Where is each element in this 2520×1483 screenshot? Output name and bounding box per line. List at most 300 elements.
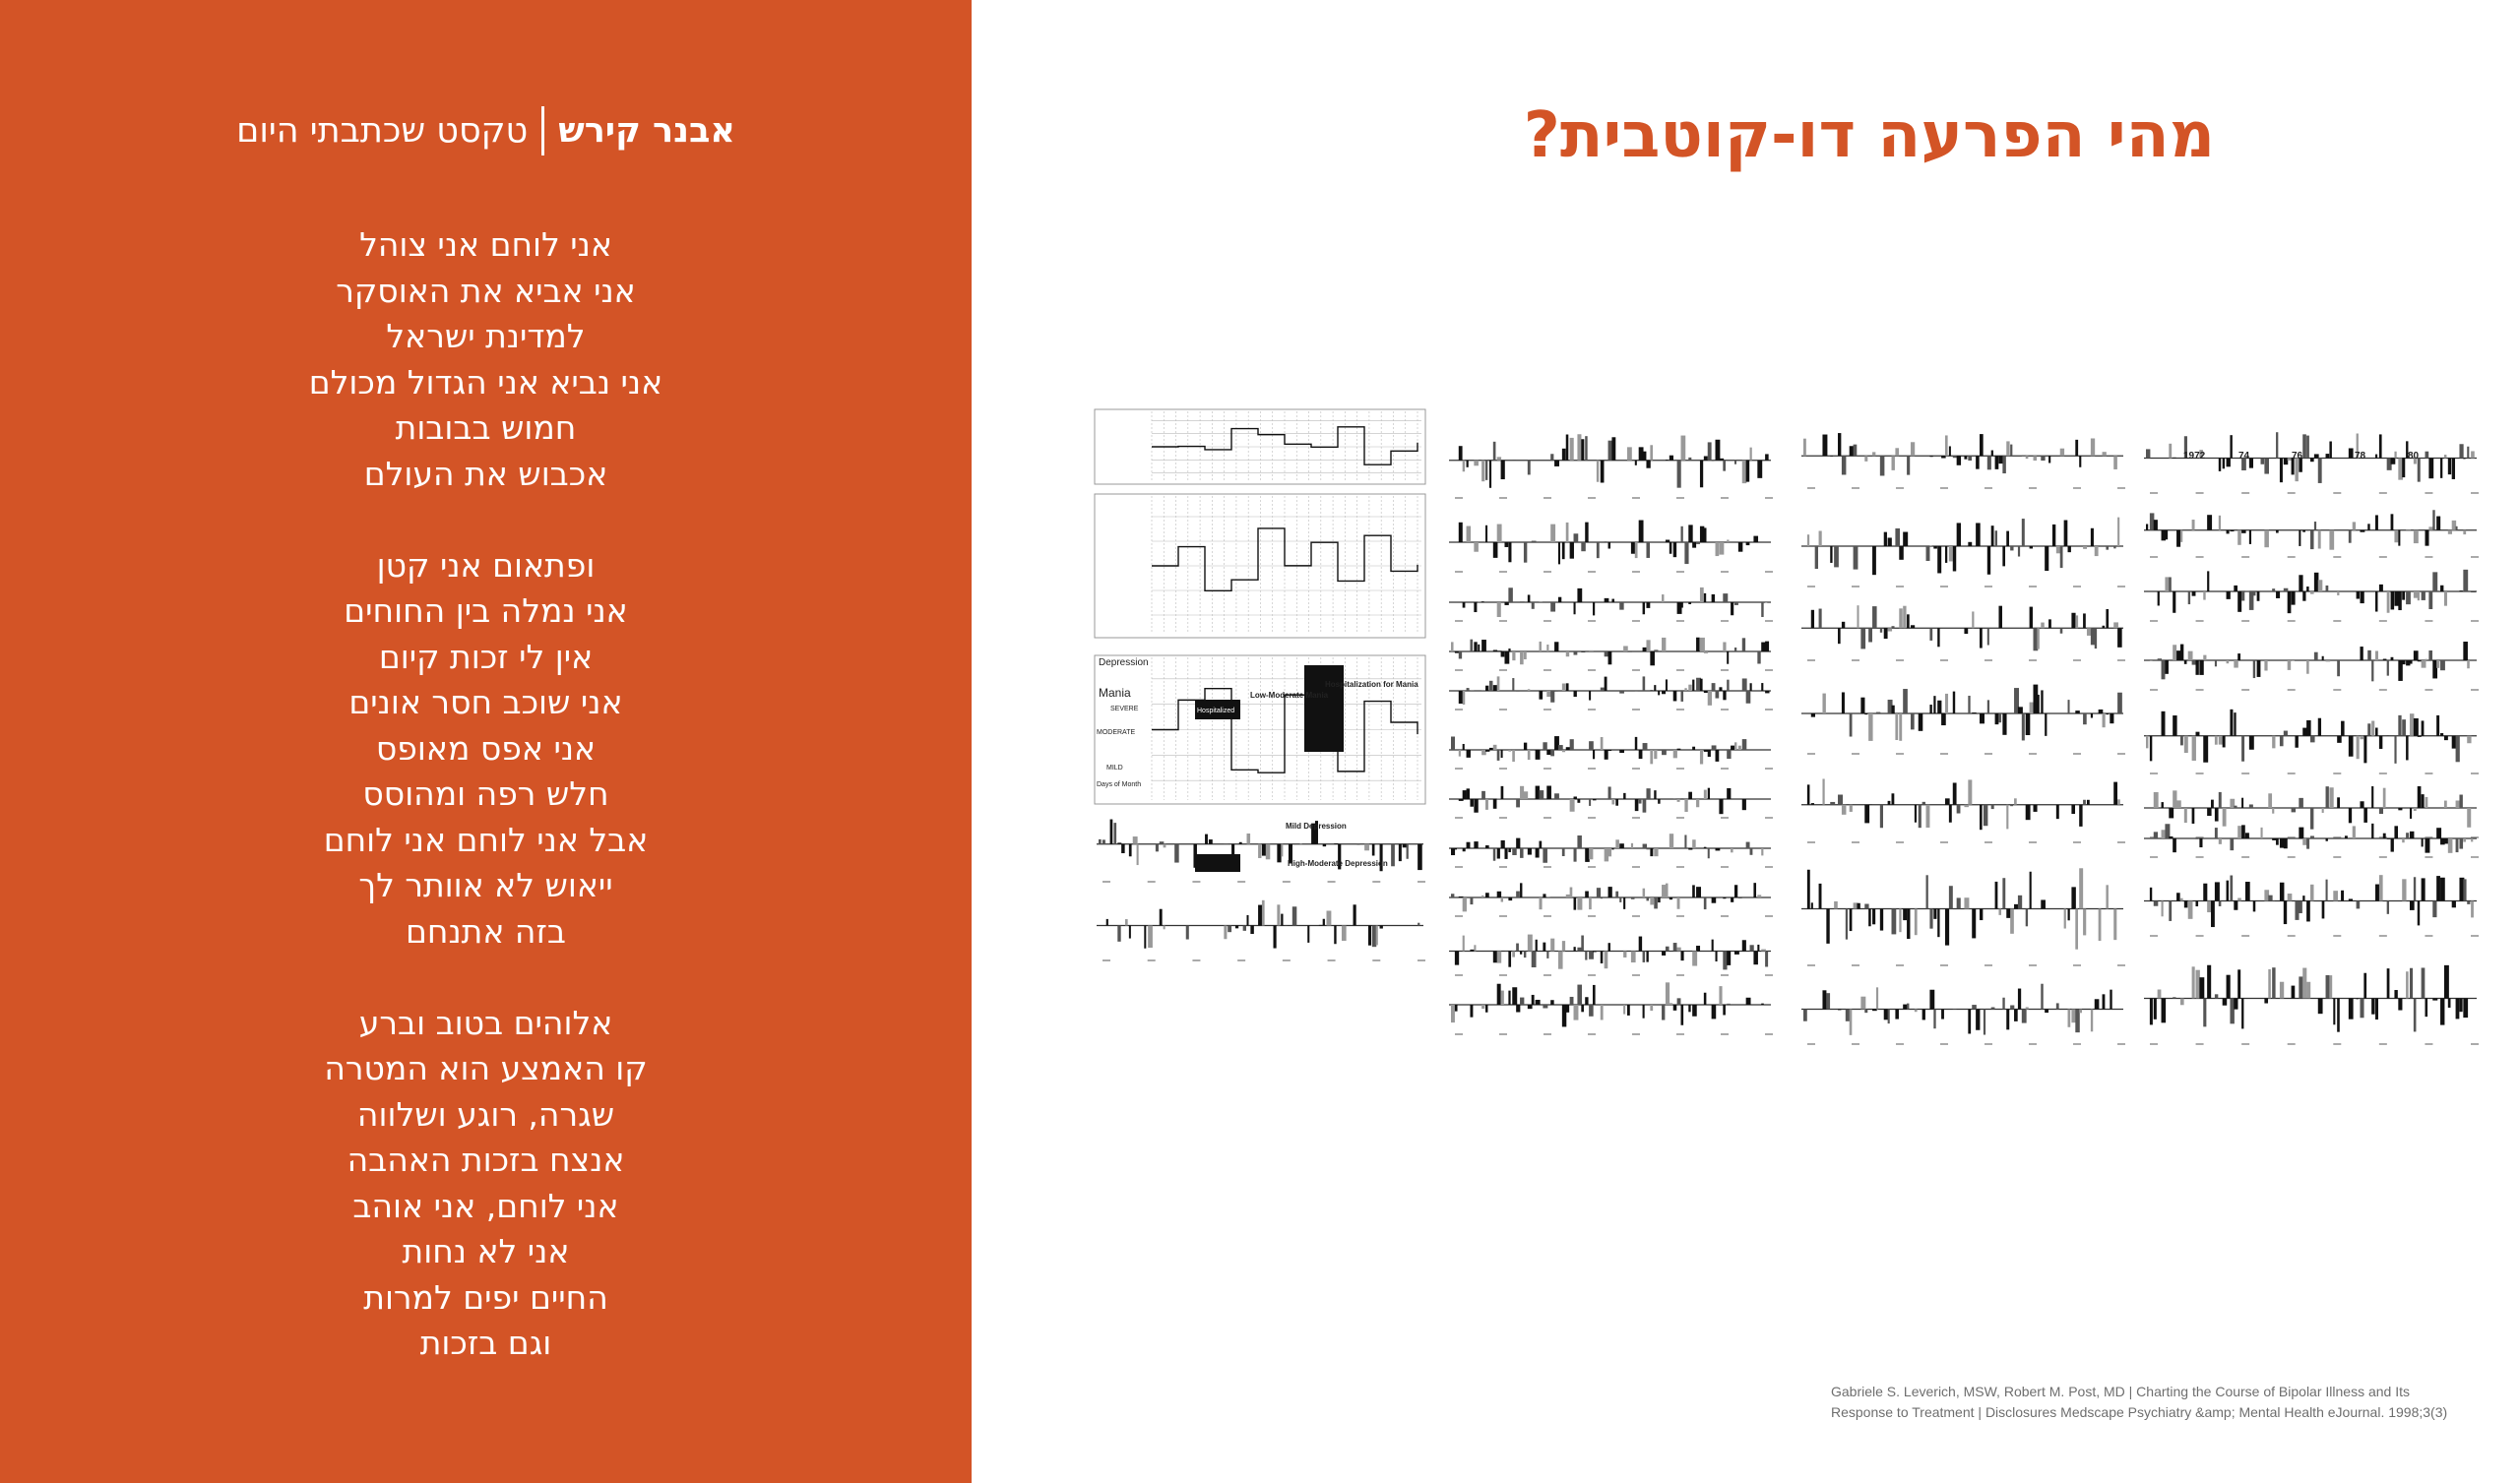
mood-bar: [1673, 943, 1677, 951]
mood-bar: [1455, 1005, 1458, 1012]
mood-bar: [1830, 802, 1835, 805]
mood-bar: [1807, 870, 1810, 909]
mood-bar: [2318, 530, 2321, 549]
axis-tick: [1984, 1043, 1992, 1045]
mood-bar: [1581, 1005, 1584, 1012]
mood-bar: [1991, 805, 1994, 809]
mood-bar: [1481, 1005, 1484, 1009]
mood-bar: [2402, 591, 2405, 600]
mood-bar: [1619, 750, 1624, 753]
mood-bar: [2041, 690, 2043, 713]
mood-bar: [1750, 945, 1754, 951]
axis-tick: [2471, 689, 2479, 691]
axis-tick: [1676, 768, 1684, 770]
mood-bar: [2091, 528, 2094, 546]
poem-line: אני נמלה בין החוחים: [344, 591, 628, 630]
mood-bar: [2452, 901, 2456, 908]
poem-line: אני נביא אני הגדול מכולם: [308, 362, 663, 402]
mood-bar: [2391, 838, 2394, 852]
mood-bar: [2387, 660, 2389, 676]
mood-chart-thumbnail: [1449, 935, 1773, 976]
mood-bar: [1822, 435, 1827, 457]
mood-bar: [1643, 1005, 1645, 1019]
mood-bar: [1635, 799, 1639, 811]
mood-bar: [2422, 794, 2425, 808]
mood-bar: [1842, 622, 1845, 628]
mood-bar: [1133, 836, 1138, 844]
mood-bar: [2106, 546, 2109, 550]
mood-bar: [1731, 602, 1733, 615]
mood-bar: [1650, 445, 1653, 460]
mood-bar: [1224, 926, 1227, 940]
year-label: 76: [2292, 451, 2303, 462]
poem-line: אלוהים בטוב וברע: [358, 1003, 613, 1042]
axis-tick: [1148, 959, 1156, 961]
mood-bar: [1868, 909, 1871, 927]
mood-bar: [2329, 787, 2333, 808]
mood-bar: [2150, 513, 2155, 529]
mood-bar: [1470, 1005, 1473, 1018]
mood-bar: [1972, 712, 1976, 713]
mood-bar: [1623, 952, 1626, 958]
mood-bar: [2079, 456, 2081, 467]
mood-bar: [2391, 514, 2394, 529]
mood-bar: [2234, 806, 2236, 808]
mood-bar: [2010, 546, 2013, 550]
mood-bar: [1919, 713, 1923, 731]
mood-bar: [1926, 875, 1928, 908]
mood-line: [1152, 528, 1418, 590]
mood-bar: [1470, 897, 1473, 904]
axis-tick: [2333, 772, 2341, 774]
mood-bar: [2037, 695, 2039, 713]
mood-bar: [2026, 713, 2031, 735]
mood-bar: [1550, 454, 1553, 460]
mood-bar: [1497, 952, 1501, 963]
year-label: 74: [2238, 451, 2250, 462]
mood-bar: [1670, 456, 1673, 461]
mood-bar: [2176, 530, 2180, 547]
axis-tick: [1372, 881, 1380, 883]
mood-bar: [2391, 591, 2395, 609]
mood-bar: [1995, 456, 1999, 469]
mood-bar: [2440, 733, 2443, 736]
mood-bar: [2237, 530, 2241, 545]
mood-bar: [1467, 526, 1472, 542]
mood-bar: [2083, 546, 2087, 549]
mood-bar: [1543, 1005, 1547, 1009]
mood-bar: [2158, 990, 2162, 999]
slide-title: מהי הפרעה דו-קוטבית?: [1523, 99, 2215, 172]
mood-bar: [1696, 542, 1700, 544]
mood-bar: [2379, 585, 2383, 591]
mood-bar: [2360, 591, 2363, 603]
mood-bar: [2292, 808, 2296, 812]
mood-bar: [2041, 623, 2044, 629]
mood-bar: [1872, 909, 1875, 925]
mood-bar: [1716, 952, 1718, 962]
mood-bar: [1734, 885, 1737, 897]
mood-bar: [1474, 602, 1477, 612]
mood-bar: [1911, 713, 1915, 729]
mood-bar: [2241, 798, 2243, 808]
mood-bar: [1546, 952, 1548, 958]
mood-bar: [2418, 786, 2422, 808]
axis-tick: [1765, 709, 1773, 711]
mood-chart-thumbnail: [1449, 434, 1773, 499]
mood-bar: [2422, 720, 2425, 735]
mood-bar: [1524, 542, 1527, 563]
mood-bar: [1493, 442, 1496, 461]
mood-bar: [2363, 736, 2366, 764]
axis-tick: [1852, 753, 1859, 755]
axis-tick: [2333, 856, 2341, 858]
mood-bar: [1585, 892, 1589, 897]
mood-bar: [2414, 808, 2417, 811]
mood-bar: [2091, 628, 2096, 645]
mood-bar: [1688, 848, 1692, 850]
mood-bar: [2329, 975, 2332, 998]
mood-bar: [1501, 897, 1503, 902]
poem-line: חלש רפה ומהוסס: [362, 774, 609, 813]
mood-bar: [1677, 897, 1680, 909]
axis-tick: [1765, 669, 1773, 671]
axis-tick: [1499, 709, 1507, 711]
mood-bar: [1520, 998, 1524, 1005]
mood-bar: [2406, 971, 2409, 998]
mood-bar: [1501, 651, 1505, 657]
mood-bar: [2318, 718, 2321, 736]
mood-bar: [1666, 947, 1670, 952]
mood-bar: [1731, 897, 1733, 902]
mood-bar: [1520, 952, 1522, 955]
axis-tick: [2379, 556, 2387, 558]
mood-bar: [2079, 868, 2083, 908]
mood-bar: [1164, 844, 1166, 848]
mood-bar: [2245, 882, 2250, 900]
mood-bar: [1463, 897, 1467, 911]
mood-bar: [1570, 997, 1574, 1005]
mood-bar: [1574, 796, 1577, 799]
mood-bar: [1750, 448, 1752, 461]
axis-tick: [1807, 586, 1815, 587]
axis-tick: [2196, 492, 2204, 494]
mood-bar: [1558, 542, 1560, 564]
mood-bar: [2219, 792, 2222, 808]
mood-bar: [1880, 909, 1883, 931]
mood-bar: [1907, 456, 1910, 474]
mood-bar: [1945, 694, 1948, 713]
mood-bar: [1941, 713, 1946, 725]
mood-bar: [1623, 646, 1628, 651]
mood-bar: [1493, 685, 1497, 691]
mood-bar: [1493, 848, 1495, 861]
mood-bar: [1892, 909, 1897, 935]
mood-bar: [2192, 520, 2195, 530]
mood-bar: [1884, 532, 1887, 546]
axis-tick: [2029, 487, 2037, 489]
mood-bar: [1467, 842, 1471, 848]
mood-chart-thumbnail: [1801, 984, 2125, 1045]
mood-bar: [2414, 999, 2417, 1032]
axis-tick: [1588, 768, 1596, 770]
mood-bar: [1646, 461, 1650, 468]
mood-bar: [2215, 882, 2220, 900]
mood-bar: [2106, 885, 2108, 908]
axis-tick: [2425, 556, 2432, 558]
mood-bar: [1666, 884, 1669, 897]
mood-bar: [1811, 713, 1815, 717]
mood-bar: [1156, 844, 1159, 852]
mood-bar: [2406, 736, 2408, 761]
mood-bar: [1497, 650, 1502, 651]
mood-bar: [2146, 449, 2150, 458]
mood-bar: [2071, 887, 2075, 908]
mood-bar: [1692, 952, 1697, 966]
poem-header: [0, 106, 972, 155]
mood-bar: [1998, 713, 2001, 722]
mood-bar: [1987, 546, 1990, 575]
axis-tick: [1632, 768, 1640, 770]
mood-bar: [1459, 651, 1462, 658]
axis-tick: [1676, 915, 1684, 917]
mood-bar: [1577, 434, 1581, 461]
mood-bar: [2329, 530, 2334, 550]
mood-bar: [1650, 897, 1654, 904]
axis-tick: [1372, 959, 1380, 961]
mood-bar: [1684, 688, 1686, 691]
axis-tick: [1455, 669, 1463, 671]
mood-bar: [2162, 999, 2167, 1023]
mood-bar: [2113, 622, 2118, 628]
mood-bar: [1574, 602, 1576, 614]
axis-tick: [1283, 881, 1291, 883]
axis-tick: [1102, 959, 1110, 961]
mood-bar: [1566, 435, 1569, 461]
axis-tick: [1237, 881, 1245, 883]
mood-bar: [2284, 459, 2288, 465]
axis-tick: [1807, 753, 1815, 755]
mood-bar: [1455, 848, 1457, 849]
poem-line: אני אביא את האוסקר: [336, 271, 636, 310]
axis-tick: [1940, 659, 1948, 661]
mood-bar: [1998, 606, 2002, 629]
mood-bar: [1550, 750, 1554, 756]
mood-bar: [1704, 897, 1707, 909]
mood-bar: [2410, 901, 2415, 910]
mood-bar: [2249, 530, 2251, 544]
mood-bar: [1528, 1005, 1533, 1009]
mood-bar: [1581, 936, 1584, 952]
mood-bar: [1635, 542, 1638, 558]
mood-bar: [1623, 897, 1625, 909]
mood-bar: [1467, 688, 1470, 691]
mood-bar: [2467, 660, 2470, 668]
mood-bar: [1611, 799, 1614, 804]
mood-bar: [2337, 797, 2340, 808]
mood-bar: [2341, 721, 2345, 736]
axis-tick: [1765, 620, 1773, 622]
mood-bar: [1712, 1005, 1717, 1019]
mood-bar: [2219, 516, 2221, 530]
mood-bar: [1608, 848, 1612, 856]
mood-bar: [2337, 736, 2342, 743]
axis-tick: [1852, 964, 1859, 966]
mood-bar: [2410, 808, 2412, 819]
mood-bar: [1723, 952, 1727, 970]
mood-bar: [2180, 736, 2183, 746]
mood-chart-thumbnail: [2144, 570, 2479, 622]
mood-bar: [1627, 447, 1632, 460]
mood-bar: [1700, 526, 1704, 542]
axis-tick: [2333, 620, 2341, 622]
mood-bar: [2422, 967, 2426, 998]
mood-bar: [1995, 713, 1999, 724]
mood-bar: [1670, 542, 1672, 554]
axis-tick: [2425, 620, 2432, 622]
mood-bar: [2261, 828, 2263, 838]
mood-bar: [2022, 713, 2025, 740]
mood-bar: [2257, 660, 2261, 677]
mood-bar: [1658, 897, 1661, 902]
axis-tick: [2471, 856, 2479, 858]
mood-bar: [1459, 523, 1463, 542]
mood-chart-thumbnail: [2144, 642, 2479, 691]
mood-bar: [2241, 530, 2245, 533]
mood-bar: [1727, 651, 1729, 664]
axis-tick: [2029, 659, 2037, 661]
axis-tick: [2288, 492, 2296, 494]
mood-bar: [2357, 736, 2360, 759]
mood-bar: [1807, 784, 1810, 804]
mood-bar: [2154, 832, 2158, 838]
mood-bar: [1696, 887, 1701, 897]
mood-bar: [1550, 691, 1554, 703]
mood-bar: [1670, 897, 1672, 899]
mood-bar: [2353, 522, 2356, 529]
mood-bar: [2357, 999, 2359, 1000]
axis-tick: [2117, 659, 2125, 661]
mood-bar: [1945, 435, 1948, 456]
mood-bar: [1643, 648, 1647, 651]
mood-bar: [1692, 1005, 1697, 1017]
mood-bar: [1727, 539, 1729, 542]
mood-bar: [2322, 901, 2325, 919]
axis-tick: [2150, 935, 2158, 937]
mood-bar: [2249, 736, 2254, 750]
mood-bar: [1972, 1005, 1977, 1009]
mood-bar: [1888, 801, 1891, 805]
mood-bar: [1643, 844, 1647, 848]
mood-bar: [2146, 736, 2148, 749]
mood-bar: [1968, 779, 1972, 804]
mood-bar: [2169, 808, 2174, 818]
mood-bar: [2237, 826, 2241, 838]
mood-bar: [1485, 845, 1489, 848]
mood-bar: [2095, 999, 2100, 1009]
mood-bar: [2103, 626, 2106, 628]
mood-bar: [1976, 523, 1981, 546]
mood-bar: [1574, 533, 1579, 542]
mood-bar: [1323, 919, 1325, 926]
mood-bar: [2463, 570, 2468, 591]
mood-bar: [1418, 844, 1422, 870]
mood-bar: [1662, 750, 1667, 755]
mood-bar: [1746, 998, 1751, 1005]
axis-tick: [2196, 620, 2204, 622]
mood-bar: [1734, 952, 1739, 955]
mood-bar: [2060, 449, 2064, 457]
mood-bar: [1708, 750, 1711, 757]
mood-bar: [1497, 602, 1501, 617]
mood-bar: [1635, 737, 1637, 750]
mood-bar: [1826, 993, 1830, 1009]
mood-bar: [2188, 901, 2193, 919]
mood-bar: [1680, 691, 1683, 702]
axis-tick: [1455, 709, 1463, 711]
mood-bar: [1734, 461, 1736, 464]
mood-bar: [2326, 880, 2328, 901]
mood-bar: [2333, 891, 2338, 900]
mood-bar: [1608, 542, 1610, 549]
mood-bar: [1704, 651, 1708, 653]
mood-bar: [1646, 542, 1650, 558]
mood-bar: [1646, 788, 1650, 799]
mood-bar: [1811, 803, 1814, 805]
mood-bar: [1761, 683, 1763, 691]
axis-tick: [1896, 964, 1904, 966]
mood-bar: [1941, 456, 1946, 458]
mood-bar: [1277, 904, 1280, 925]
mood-bar: [2426, 452, 2429, 459]
mood-bar: [1585, 848, 1590, 862]
mood-bar: [2418, 591, 2420, 600]
mood-bar: [2150, 999, 2153, 1025]
mood-bar: [2306, 982, 2310, 999]
mood-bar: [2432, 999, 2437, 1001]
mood-bar: [1915, 805, 1917, 823]
mood-bar: [2060, 546, 2063, 568]
axis-tick: [2241, 856, 2249, 858]
mood-bar: [1650, 1005, 1653, 1011]
mood-bar: [2203, 736, 2208, 763]
mood-bar: [2099, 909, 2102, 942]
mood-bar: [1929, 705, 1931, 713]
axis-tick: [1588, 915, 1596, 917]
year-label: 80: [2408, 451, 2420, 462]
mood-bar: [1976, 1010, 1980, 1030]
mood-bar: [2180, 645, 2183, 660]
mood-bar: [2456, 838, 2459, 852]
mood-bar: [2169, 578, 2172, 591]
mood-bar: [2045, 546, 2048, 571]
mood-bar: [2154, 520, 2158, 530]
mood-bar: [2391, 459, 2396, 464]
mood-bar: [2117, 628, 2122, 648]
mood-bar: [1532, 995, 1535, 1005]
mood-bar: [1941, 1010, 1944, 1020]
mood-chart-thumbnail: [1801, 518, 2125, 587]
mood-bar: [1753, 883, 1756, 897]
mood-bar: [2056, 805, 2059, 819]
mood-bar: [1504, 602, 1508, 605]
mood-bar: [1704, 593, 1706, 602]
mood-bar: [1574, 691, 1577, 697]
mood-bar: [2006, 531, 2009, 546]
mood-bar: [2241, 591, 2244, 600]
axis-tick: [2425, 935, 2432, 937]
mood-bar: [2452, 459, 2455, 479]
